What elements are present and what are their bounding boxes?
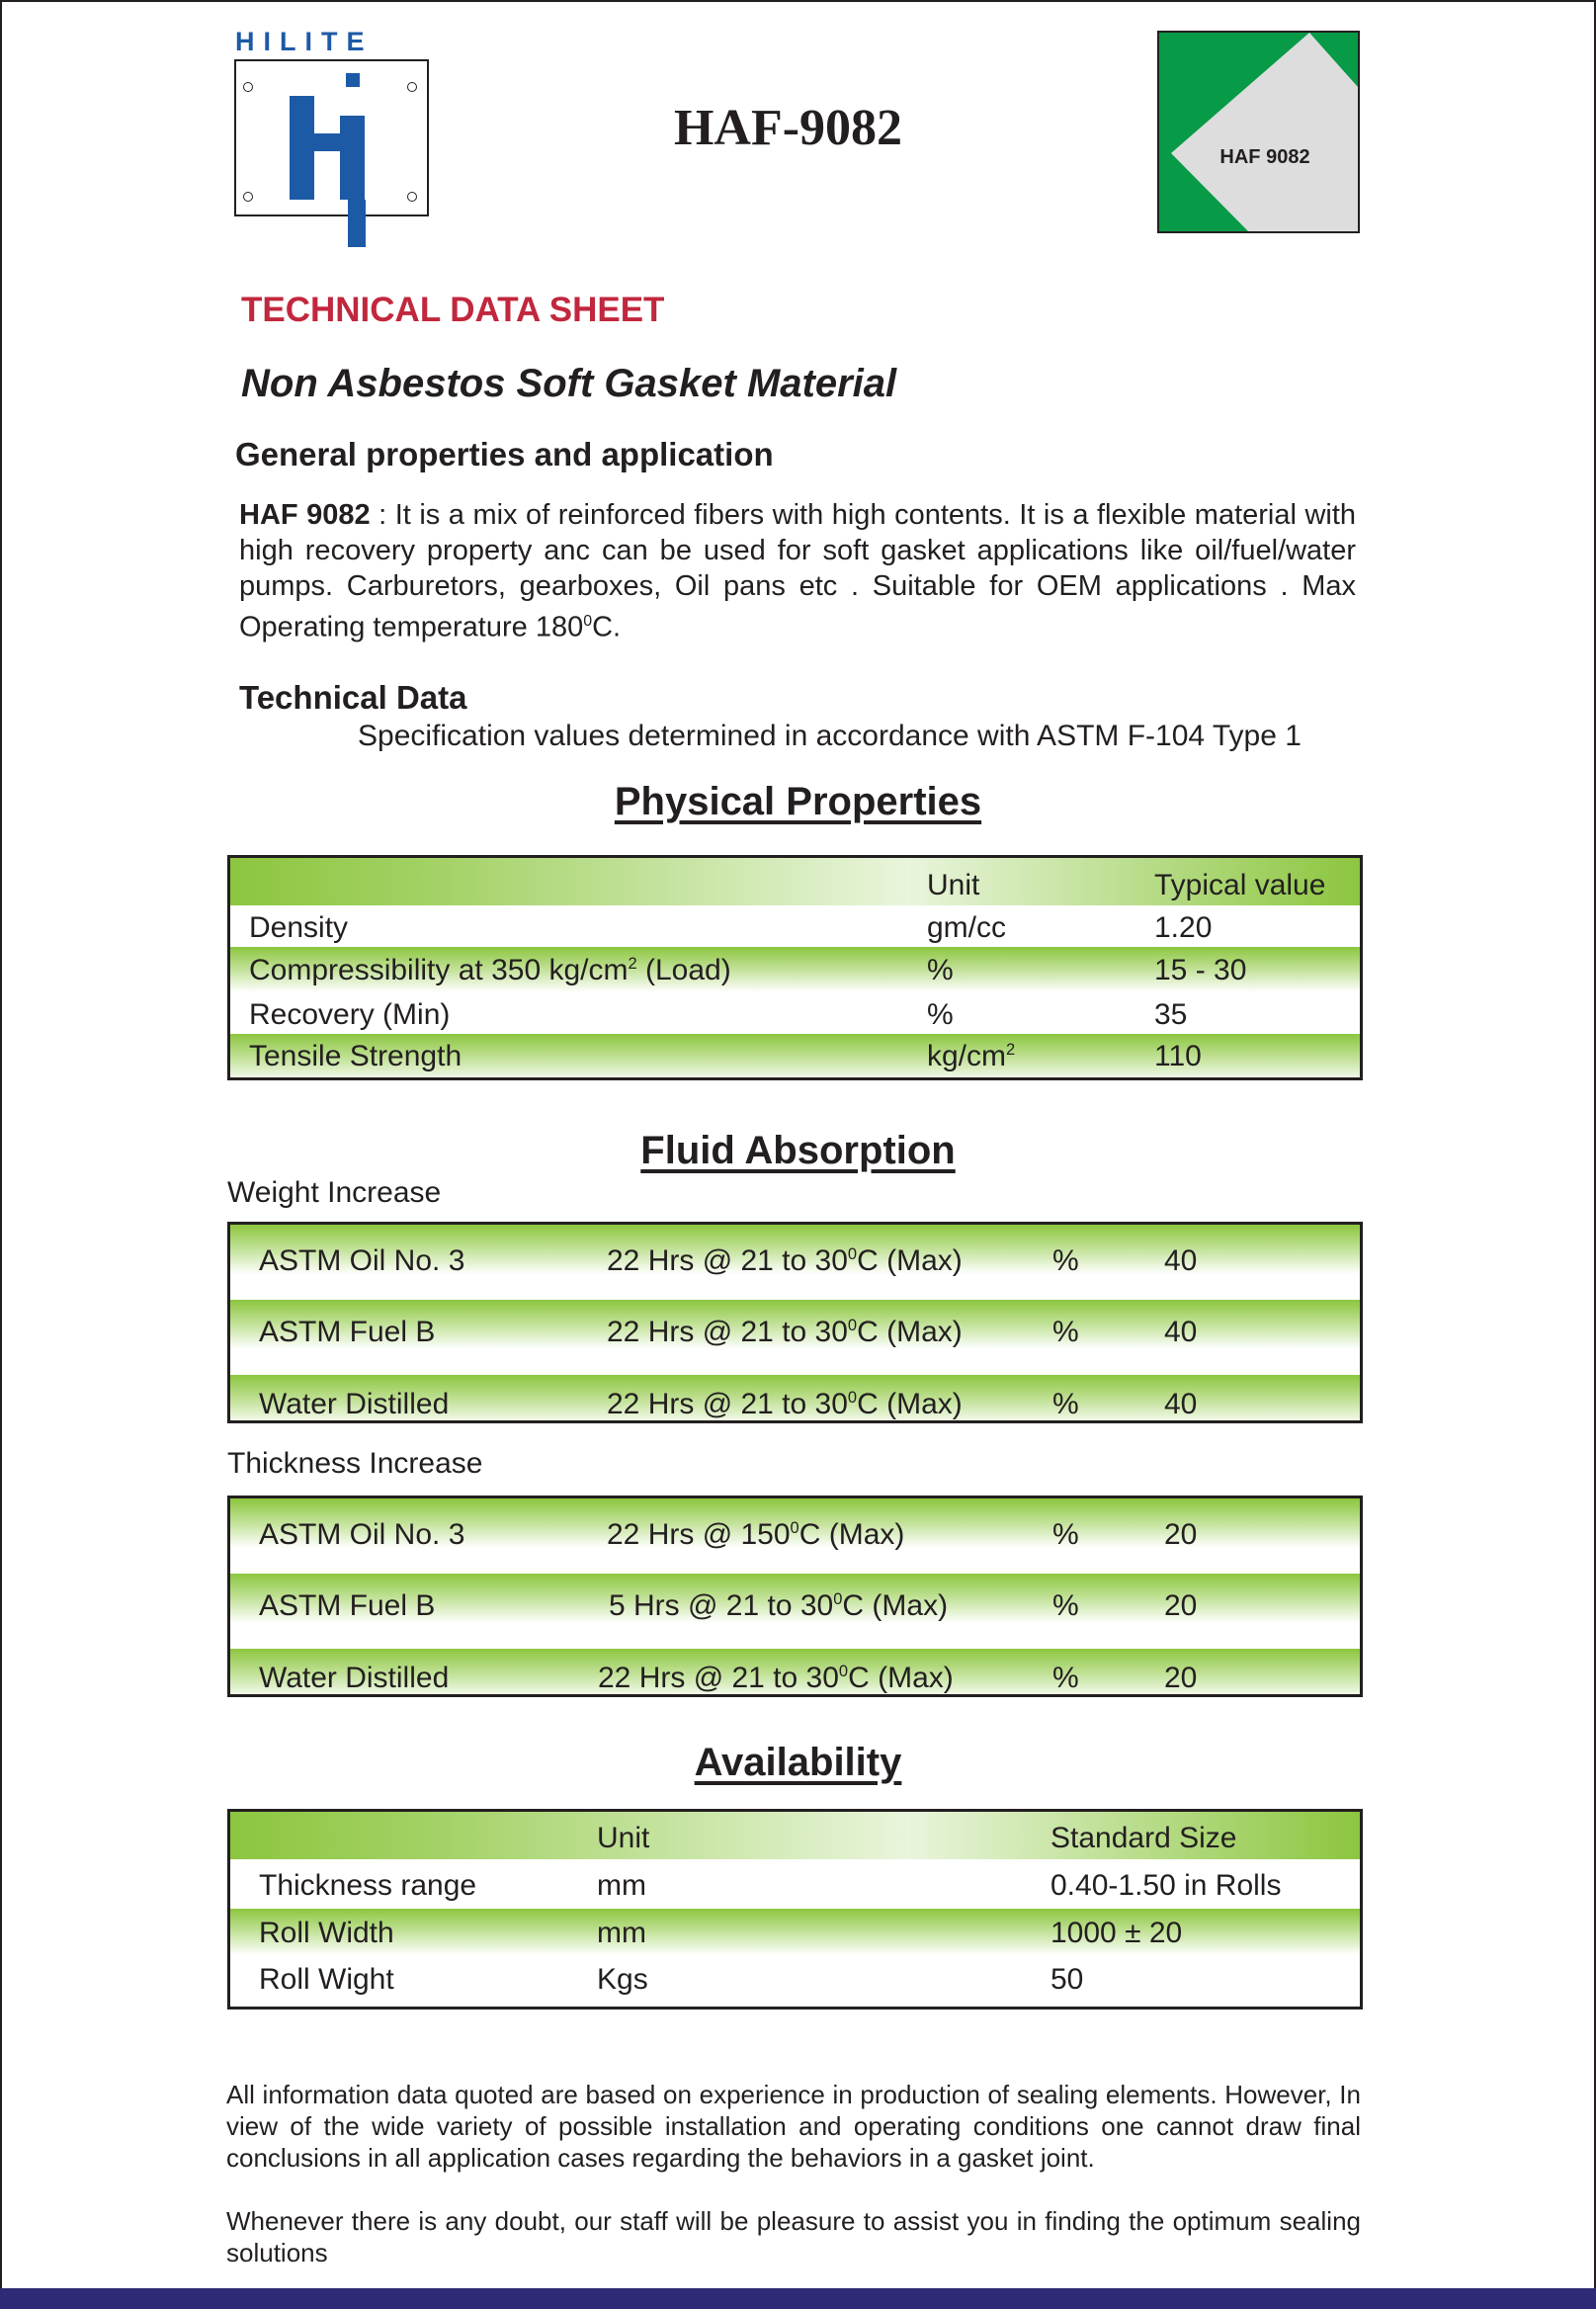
property-unit: % [927,998,954,1031]
bottom-bar [0,2288,1596,2309]
property-value: 110 [1154,1040,1202,1072]
weight-increase-table [227,1222,1363,1423]
sample-label: HAF 9082 [1219,146,1310,168]
technical-heading: Technical Data [239,679,467,716]
table-row [230,947,1360,992]
general-description: HAF 9082 : It is a mix of reinforced fibers with high contents. It is a flexible material with high recovery property anc can be used for soft gasket applications like oil/fuel/water pumps. Carburetors, gearboxes, Oil pans etc . Suitable for OEM applications . Max Operating temperature $180^0C$. [239,499,1357,643]
table-row [230,992,1360,1034]
test-condition: 22 Hrs @ 21 to $30^0C$ (Max) [598,1662,954,1694]
fluid-medium: ASTM Fuel B [259,1316,436,1348]
availability-table [227,1809,1363,2010]
physical-properties-title: Physical Properties [614,780,982,823]
value: 20 [1164,1589,1198,1622]
property-unit: % [927,954,954,986]
test-condition: 22 Hrs @ 21 to $30^0C$ (Max) [607,1244,963,1277]
table-row [230,1955,1360,2010]
test-condition: 22 Hrs @ 21 to $30^0C$ (Max) [607,1316,963,1348]
availability-title: Availability [694,1741,902,1784]
fluid-medium: Water Distilled [259,1662,450,1694]
spec-note: Specification values determined in accordance with ASTM F-104 Type 1 [358,720,1302,752]
table-row [230,1375,1360,1423]
availability-unit: mm [597,1869,646,1902]
availability-item: Roll Wight [259,1963,394,1996]
fluid-absorption-title: Fluid Absorption [640,1129,956,1172]
general-heading: General properties and application [235,436,774,472]
availability-unit: mm [597,1917,646,1949]
unit: % [1052,1662,1079,1694]
product-code: HAF 9082 [239,499,371,531]
fluid-medium: Water Distilled [259,1388,450,1420]
table-header-row [230,1812,1360,1859]
unit: % [1052,1316,1079,1348]
test-condition: 5 Hrs @ 21 to $30^0C$ (Max) [609,1589,949,1622]
unit: % [1052,1518,1079,1551]
property-name: Compressibility at 350 $kg/cm^2$ (Load) [249,954,731,986]
table-header-row [230,858,1360,905]
property-value: 35 [1154,998,1188,1031]
availability-size: 50 [1050,1963,1084,1996]
fluid-medium: ASTM Oil No. 3 [259,1244,465,1277]
availability-item: Thickness range [259,1869,477,1902]
weight-increase-label: Weight Increase [227,1176,442,1209]
logo [234,59,429,216]
unit: % [1052,1589,1079,1622]
property-value: 1.20 [1154,911,1213,944]
property-unit: gm/cc [927,911,1007,944]
thickness-increase-table [227,1496,1363,1697]
unit: % [1052,1388,1079,1420]
table-row [230,1300,1360,1349]
property-unit: $kg/cm^2$ [927,1040,1016,1072]
availability-size: 1000 ± 20 [1050,1917,1183,1949]
table-row [230,1034,1360,1080]
test-condition: 22 Hrs @ $150^0C$ (Max) [607,1518,905,1551]
sheet-title: TECHNICAL DATA SHEET [241,291,665,329]
table-row [230,1574,1360,1623]
availability-size: 0.40-1.50 in Rolls [1050,1869,1282,1902]
fluid-medium: ASTM Fuel B [259,1589,436,1622]
column-header: Standard Size [1050,1822,1237,1854]
table-row [230,905,1360,947]
assistance-note: Whenever there is any doubt, our staff will be pleasure to assist you in finding the optimum sealing solutions [226,2206,1361,2267]
fluid-medium: ASTM Oil No. 3 [259,1518,465,1551]
table-row [230,1498,1360,1551]
table-row [230,1859,1360,1909]
thickness-increase-label: Thickness Increase [227,1447,483,1480]
property-name: Tensile Strength [249,1040,462,1072]
property-value: 15 - 30 [1154,954,1247,986]
availability-item: Roll Width [259,1917,394,1949]
column-header: Unit [927,869,980,901]
value: 40 [1164,1316,1198,1348]
value: 20 [1164,1518,1198,1551]
material-sample-swatch [1157,31,1360,233]
unit: % [1052,1244,1079,1277]
availability-unit: Kgs [597,1963,648,1996]
column-header: Unit [597,1822,650,1854]
table-row [230,1909,1360,1955]
property-name: Density [249,911,349,944]
document-title: HAF-9082 [673,100,903,156]
table-row [230,1649,1360,1697]
property-name: Recovery (Min) [249,998,451,1031]
column-header: Typical value [1154,869,1326,901]
table-row [230,1225,1360,1277]
test-condition: 22 Hrs @ 21 to $30^0C$ (Max) [607,1388,963,1420]
value: 40 [1164,1388,1198,1420]
value: 40 [1164,1244,1198,1277]
value: 20 [1164,1662,1198,1694]
physical-properties-table [227,855,1363,1080]
disclaimer-note: All information data quoted are based on experience in production of sealing elements. However, In view of the wide variety of possible installation and operating conditions one cannot draw final conclusions in all application cases regarding the behaviors in a gasket joint. [226,2080,1361,2173]
sample-diamond-icon [1159,33,1358,231]
hj-monogram-icon [236,61,427,249]
logo-wordmark: HILITE [235,27,374,56]
material-subtitle: Non Asbestos Soft Gasket Material [241,362,897,405]
